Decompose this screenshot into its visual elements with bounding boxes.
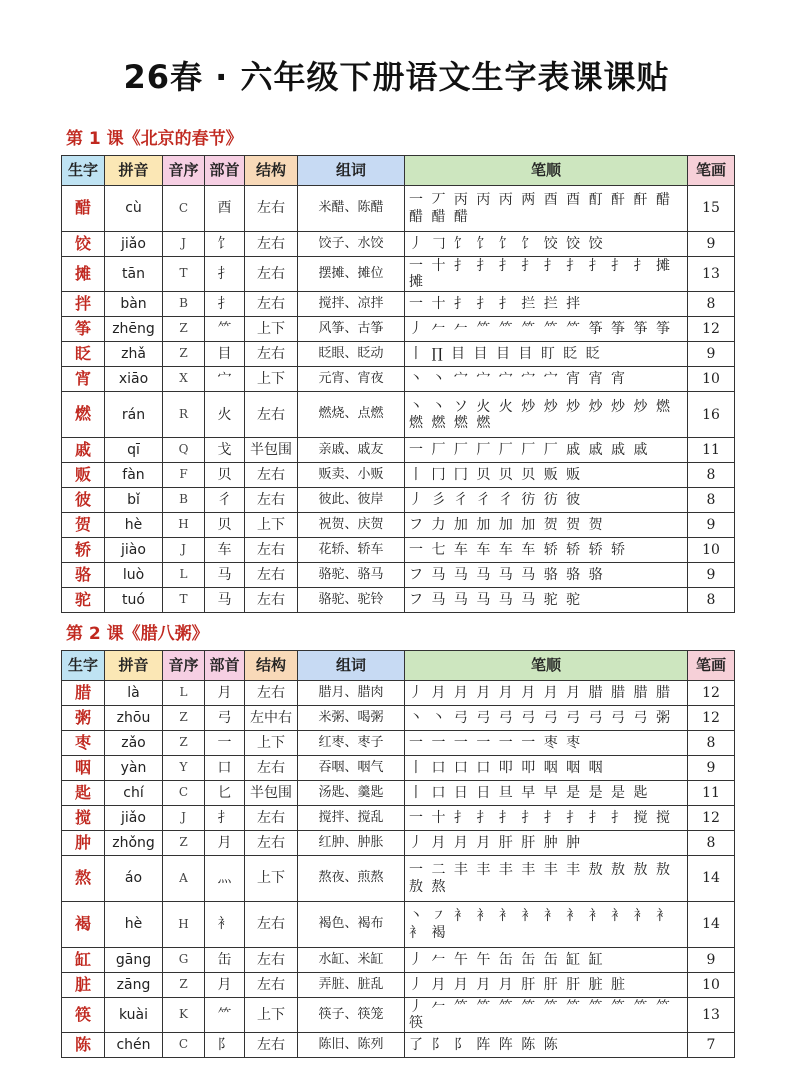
sequence-cell: K bbox=[163, 998, 205, 1033]
structure-cell: 左右 bbox=[245, 1033, 298, 1058]
strokes-cell: 丿 月 月 月 月 月 月 月 腊 腊 腊 腊 bbox=[405, 681, 688, 706]
sequence-cell: G bbox=[163, 948, 205, 973]
pinyin-cell: bàn bbox=[105, 292, 163, 317]
lesson-title: 第 1 课《北京的春节》 bbox=[66, 129, 243, 149]
pinyin-cell: luò bbox=[105, 563, 163, 588]
sequence-cell: T bbox=[163, 257, 205, 292]
structure-cell: 左右 bbox=[245, 973, 298, 998]
table-row bbox=[62, 681, 735, 706]
table-row bbox=[62, 538, 735, 563]
structure-cell: 左中右 bbox=[245, 706, 298, 731]
pinyin-cell: rán bbox=[105, 392, 163, 438]
stroke-count-cell: 8 bbox=[688, 463, 735, 488]
table-row bbox=[62, 232, 735, 257]
structure-cell: 上下 bbox=[245, 317, 298, 342]
radical-cell: 贝 bbox=[205, 513, 245, 538]
char-cell: 饺 bbox=[62, 232, 105, 257]
structure-cell: 左右 bbox=[245, 292, 298, 317]
sequence-cell: J bbox=[163, 232, 205, 257]
stroke-count-cell: 11 bbox=[688, 781, 735, 806]
table-row bbox=[62, 257, 735, 292]
strokes-cell: 丨 ∏ 目 目 目 目 盯 眨 眨 bbox=[405, 342, 688, 367]
char-cell: 缸 bbox=[62, 948, 105, 973]
table-row bbox=[62, 998, 735, 1033]
sequence-cell: C bbox=[163, 1033, 205, 1058]
strokes-cell: 丨 冂 冂 贝 贝 贝 贩 贩 bbox=[405, 463, 688, 488]
words-cell: 汤匙、羹匙 bbox=[298, 781, 405, 806]
structure-cell: 左右 bbox=[245, 831, 298, 856]
sequence-cell: Z bbox=[163, 973, 205, 998]
words-cell: 眨眼、眨动 bbox=[298, 342, 405, 367]
char-cell: 贺 bbox=[62, 513, 105, 538]
stroke-count-cell: 9 bbox=[688, 948, 735, 973]
table-row bbox=[62, 756, 735, 781]
table-body bbox=[62, 681, 735, 1058]
words-cell: 腊月、腊肉 bbox=[298, 681, 405, 706]
table-row bbox=[62, 806, 735, 831]
strokes-cell: 一 十 扌 扌 扌 扌 扌 扌 扌 扌 搅 搅 bbox=[405, 806, 688, 831]
pinyin-cell: tuó bbox=[105, 588, 163, 613]
char-cell: 筷 bbox=[62, 998, 105, 1033]
words-cell: 红肿、肿胀 bbox=[298, 831, 405, 856]
stroke-count-cell: 12 bbox=[688, 706, 735, 731]
words-cell: 水缸、米缸 bbox=[298, 948, 405, 973]
words-cell: 贩卖、小贩 bbox=[298, 463, 405, 488]
radical-cell: 扌 bbox=[205, 292, 245, 317]
strokes-cell: 了 阝 阝 阵 阵 陈 陈 bbox=[405, 1033, 688, 1058]
words-cell: 元宵、宵夜 bbox=[298, 367, 405, 392]
pinyin-cell: là bbox=[105, 681, 163, 706]
sequence-cell: J bbox=[163, 538, 205, 563]
lesson-section bbox=[0, 619, 793, 1058]
char-cell: 匙 bbox=[62, 781, 105, 806]
table-row bbox=[62, 781, 735, 806]
words-cell: 米粥、喝粥 bbox=[298, 706, 405, 731]
pinyin-cell: zhǎ bbox=[105, 342, 163, 367]
stroke-count-cell: 13 bbox=[688, 998, 735, 1033]
strokes-cell: 丿 月 月 月 肝 肝 肿 肿 bbox=[405, 831, 688, 856]
words-cell: 筷子、筷笼 bbox=[298, 998, 405, 1033]
structure-cell: 左右 bbox=[245, 538, 298, 563]
table-row bbox=[62, 292, 735, 317]
strokes-cell: 一 二 丰 丰 丰 丰 丰 丰 敖 敖 敖 敖 敖 熬 bbox=[405, 856, 688, 902]
table-row bbox=[62, 563, 735, 588]
strokes-cell: 一 一 一 一 一 一 枣 枣 bbox=[405, 731, 688, 756]
pinyin-cell: jiǎo bbox=[105, 806, 163, 831]
char-cell: 醋 bbox=[62, 186, 105, 232]
sequence-cell: C bbox=[163, 781, 205, 806]
table-row bbox=[62, 831, 735, 856]
char-cell: 戚 bbox=[62, 438, 105, 463]
sequence-cell: J bbox=[163, 806, 205, 831]
strokes-cell: 丿 月 月 月 月 肝 肝 肝 脏 脏 bbox=[405, 973, 688, 998]
strokes-cell: 一 厂 厂 厂 厂 厂 厂 戚 戚 戚 戚 bbox=[405, 438, 688, 463]
strokes-cell: 丶 丶 ソ 火 火 炒 炒 炒 炒 炒 炒 燃 燃 燃 燃 燃 bbox=[405, 392, 688, 438]
strokes-cell: 丿 𠂉 ⺮ ⺮ ⺮ ⺮ ⺮ ⺮ ⺮ ⺮ ⺮ ⺮ 筷 bbox=[405, 998, 688, 1033]
sequence-cell: L bbox=[163, 681, 205, 706]
table-row bbox=[62, 438, 735, 463]
stroke-count-cell: 8 bbox=[688, 831, 735, 856]
structure-cell: 上下 bbox=[245, 998, 298, 1033]
radical-cell: 酉 bbox=[205, 186, 245, 232]
stroke-count-cell: 9 bbox=[688, 563, 735, 588]
words-cell: 亲戚、戚友 bbox=[298, 438, 405, 463]
structure-cell: 左右 bbox=[245, 392, 298, 438]
structure-cell: 半包围 bbox=[245, 438, 298, 463]
structure-cell: 左右 bbox=[245, 902, 298, 948]
structure-cell: 左右 bbox=[245, 488, 298, 513]
radical-cell: 目 bbox=[205, 342, 245, 367]
sequence-cell: R bbox=[163, 392, 205, 438]
radical-cell: 月 bbox=[205, 831, 245, 856]
table-row bbox=[62, 948, 735, 973]
char-cell: 搅 bbox=[62, 806, 105, 831]
header-count: 笔画 bbox=[688, 651, 735, 681]
pinyin-cell: kuài bbox=[105, 998, 163, 1033]
words-cell: 搅拌、凉拌 bbox=[298, 292, 405, 317]
strokes-cell: 丿 彡 彳 彳 彳 彷 彷 彼 bbox=[405, 488, 688, 513]
stroke-count-cell: 13 bbox=[688, 257, 735, 292]
pinyin-cell: fàn bbox=[105, 463, 163, 488]
stroke-count-cell: 8 bbox=[688, 731, 735, 756]
stroke-count-cell: 10 bbox=[688, 367, 735, 392]
stroke-count-cell: 16 bbox=[688, 392, 735, 438]
sequence-cell: T bbox=[163, 588, 205, 613]
radical-cell: 扌 bbox=[205, 806, 245, 831]
table-row bbox=[62, 342, 735, 367]
pinyin-cell: áo bbox=[105, 856, 163, 902]
radical-cell: 阝 bbox=[205, 1033, 245, 1058]
pinyin-cell: chí bbox=[105, 781, 163, 806]
radical-cell: 车 bbox=[205, 538, 245, 563]
char-cell: 宵 bbox=[62, 367, 105, 392]
words-cell: 米醋、陈醋 bbox=[298, 186, 405, 232]
table-row bbox=[62, 463, 735, 488]
words-cell: 红枣、枣子 bbox=[298, 731, 405, 756]
sequence-cell: Z bbox=[163, 317, 205, 342]
strokes-cell: 丿 𠂉 𠂉 ⺮ ⺮ ⺮ ⺮ ⺮ 筝 筝 筝 筝 bbox=[405, 317, 688, 342]
words-cell: 饺子、水饺 bbox=[298, 232, 405, 257]
sequence-cell: Z bbox=[163, 831, 205, 856]
pinyin-cell: yàn bbox=[105, 756, 163, 781]
pinyin-cell: tān bbox=[105, 257, 163, 292]
strokes-cell: 丿 𠃌 饣 饣 饣 饣 饺 饺 饺 bbox=[405, 232, 688, 257]
pinyin-cell: hè bbox=[105, 513, 163, 538]
strokes-cell: フ 马 马 马 马 马 驼 驼 bbox=[405, 588, 688, 613]
words-cell: 吞咽、咽气 bbox=[298, 756, 405, 781]
radical-cell: 月 bbox=[205, 681, 245, 706]
char-cell: 骆 bbox=[62, 563, 105, 588]
sequence-cell: C bbox=[163, 186, 205, 232]
header-structure: 结构 bbox=[245, 651, 298, 681]
table-row bbox=[62, 1033, 735, 1058]
char-cell: 彼 bbox=[62, 488, 105, 513]
radical-cell: 戈 bbox=[205, 438, 245, 463]
char-cell: 粥 bbox=[62, 706, 105, 731]
stroke-count-cell: 11 bbox=[688, 438, 735, 463]
stroke-count-cell: 15 bbox=[688, 186, 735, 232]
pinyin-cell: zhǒng bbox=[105, 831, 163, 856]
header-pinyin: 拼音 bbox=[105, 651, 163, 681]
stroke-count-cell: 9 bbox=[688, 342, 735, 367]
header-radical: 部首 bbox=[205, 651, 245, 681]
stroke-count-cell: 9 bbox=[688, 756, 735, 781]
char-cell: 筝 bbox=[62, 317, 105, 342]
sequence-cell: Z bbox=[163, 706, 205, 731]
header-strokes: 笔顺 bbox=[405, 651, 688, 681]
stroke-count-cell: 10 bbox=[688, 973, 735, 998]
words-cell: 搅拌、搅乱 bbox=[298, 806, 405, 831]
words-cell: 骆驼、骆马 bbox=[298, 563, 405, 588]
lesson-title: 第 2 课《腊八粥》 bbox=[66, 624, 209, 644]
header-strokes: 笔顺 bbox=[405, 156, 688, 186]
char-cell: 腊 bbox=[62, 681, 105, 706]
words-cell: 祝贺、庆贺 bbox=[298, 513, 405, 538]
pinyin-cell: cù bbox=[105, 186, 163, 232]
stroke-count-cell: 9 bbox=[688, 513, 735, 538]
strokes-cell: 一 十 扌 扌 扌 拦 拦 拌 bbox=[405, 292, 688, 317]
pinyin-cell: bǐ bbox=[105, 488, 163, 513]
char-cell: 咽 bbox=[62, 756, 105, 781]
sequence-cell: Z bbox=[163, 731, 205, 756]
structure-cell: 上下 bbox=[245, 731, 298, 756]
page-title: 26春 · 六年级下册语文生字表课课贴 bbox=[123, 58, 670, 96]
structure-cell: 左右 bbox=[245, 588, 298, 613]
stroke-count-cell: 10 bbox=[688, 538, 735, 563]
words-cell: 弄脏、脏乱 bbox=[298, 973, 405, 998]
structure-cell: 左右 bbox=[245, 681, 298, 706]
table-row bbox=[62, 731, 735, 756]
radical-cell: 口 bbox=[205, 756, 245, 781]
char-cell: 陈 bbox=[62, 1033, 105, 1058]
stroke-count-cell: 8 bbox=[688, 292, 735, 317]
sequence-cell: F bbox=[163, 463, 205, 488]
structure-cell: 左右 bbox=[245, 342, 298, 367]
strokes-cell: 丨 口 口 口 叩 叩 咽 咽 咽 bbox=[405, 756, 688, 781]
table-row bbox=[62, 588, 735, 613]
char-cell: 脏 bbox=[62, 973, 105, 998]
header-char: 生字 bbox=[62, 156, 105, 186]
character-table bbox=[61, 155, 735, 613]
header-seq: 音序 bbox=[163, 156, 205, 186]
structure-cell: 左右 bbox=[245, 232, 298, 257]
char-cell: 贩 bbox=[62, 463, 105, 488]
radical-cell: 月 bbox=[205, 973, 245, 998]
header-seq: 音序 bbox=[163, 651, 205, 681]
strokes-cell: フ 力 加 加 加 加 贺 贺 贺 bbox=[405, 513, 688, 538]
header-radical: 部首 bbox=[205, 156, 245, 186]
radical-cell: 缶 bbox=[205, 948, 245, 973]
table-row bbox=[62, 706, 735, 731]
radical-cell: 宀 bbox=[205, 367, 245, 392]
stroke-count-cell: 14 bbox=[688, 902, 735, 948]
radical-cell: 弓 bbox=[205, 706, 245, 731]
radical-cell: 衤 bbox=[205, 902, 245, 948]
structure-cell: 左右 bbox=[245, 257, 298, 292]
char-cell: 驼 bbox=[62, 588, 105, 613]
pinyin-cell: hè bbox=[105, 902, 163, 948]
strokes-cell: 一 七 车 车 车 车 轿 轿 轿 轿 bbox=[405, 538, 688, 563]
pinyin-cell: jiào bbox=[105, 538, 163, 563]
pinyin-cell: zhōu bbox=[105, 706, 163, 731]
words-cell: 彼此、彼岸 bbox=[298, 488, 405, 513]
char-cell: 轿 bbox=[62, 538, 105, 563]
table-row bbox=[62, 513, 735, 538]
sequence-cell: Z bbox=[163, 342, 205, 367]
words-cell: 花轿、轿车 bbox=[298, 538, 405, 563]
header-structure: 结构 bbox=[245, 156, 298, 186]
words-cell: 骆驼、驼铃 bbox=[298, 588, 405, 613]
strokes-cell: 一 丆 丙 丙 丙 两 酉 酉 酊 酐 酐 醋 醋 醋 醋 bbox=[405, 186, 688, 232]
radical-cell: 火 bbox=[205, 392, 245, 438]
sequence-cell: B bbox=[163, 488, 205, 513]
table-row bbox=[62, 367, 735, 392]
structure-cell: 上下 bbox=[245, 513, 298, 538]
radical-cell: 灬 bbox=[205, 856, 245, 902]
structure-cell: 左右 bbox=[245, 186, 298, 232]
char-cell: 拌 bbox=[62, 292, 105, 317]
radical-cell: 彳 bbox=[205, 488, 245, 513]
table-row bbox=[62, 902, 735, 948]
words-cell: 摆摊、摊位 bbox=[298, 257, 405, 292]
words-cell: 燃烧、点燃 bbox=[298, 392, 405, 438]
table-row bbox=[62, 317, 735, 342]
radical-cell: 一 bbox=[205, 731, 245, 756]
structure-cell: 左右 bbox=[245, 563, 298, 588]
character-table bbox=[61, 650, 735, 1058]
radical-cell: 扌 bbox=[205, 257, 245, 292]
table-row bbox=[62, 488, 735, 513]
char-cell: 熬 bbox=[62, 856, 105, 902]
stroke-count-cell: 8 bbox=[688, 488, 735, 513]
table-body bbox=[62, 186, 735, 613]
header-pinyin: 拼音 bbox=[105, 156, 163, 186]
stroke-count-cell: 7 bbox=[688, 1033, 735, 1058]
structure-cell: 左右 bbox=[245, 756, 298, 781]
stroke-count-cell: 12 bbox=[688, 317, 735, 342]
char-cell: 肿 bbox=[62, 831, 105, 856]
header-char: 生字 bbox=[62, 651, 105, 681]
char-cell: 褐 bbox=[62, 902, 105, 948]
header-row bbox=[62, 156, 735, 186]
words-cell: 风筝、古筝 bbox=[298, 317, 405, 342]
strokes-cell: 丶 丶 宀 宀 宀 宀 宀 宵 宵 宵 bbox=[405, 367, 688, 392]
radical-cell: ⺮ bbox=[205, 998, 245, 1033]
stroke-count-cell: 12 bbox=[688, 681, 735, 706]
words-cell: 陈旧、陈列 bbox=[298, 1033, 405, 1058]
table-row bbox=[62, 392, 735, 438]
stroke-count-cell: 14 bbox=[688, 856, 735, 902]
sequence-cell: H bbox=[163, 902, 205, 948]
strokes-cell: 丶 ㇇ 衤 衤 衤 衤 衤 衤 衤 衤 衤 衤 衤 褐 bbox=[405, 902, 688, 948]
structure-cell: 左右 bbox=[245, 463, 298, 488]
strokes-cell: 丨 口 日 日 旦 早 早 是 是 是 匙 bbox=[405, 781, 688, 806]
radical-cell: 贝 bbox=[205, 463, 245, 488]
header-count: 笔画 bbox=[688, 156, 735, 186]
pinyin-cell: jiǎo bbox=[105, 232, 163, 257]
structure-cell: 半包围 bbox=[245, 781, 298, 806]
pinyin-cell: zǎo bbox=[105, 731, 163, 756]
structure-cell: 左右 bbox=[245, 806, 298, 831]
header-words: 组词 bbox=[298, 156, 405, 186]
sequence-cell: X bbox=[163, 367, 205, 392]
pinyin-cell: gāng bbox=[105, 948, 163, 973]
strokes-cell: 一 十 扌 扌 扌 扌 扌 扌 扌 扌 扌 摊 摊 bbox=[405, 257, 688, 292]
header-row bbox=[62, 651, 735, 681]
char-cell: 枣 bbox=[62, 731, 105, 756]
pinyin-cell: zhēng bbox=[105, 317, 163, 342]
structure-cell: 上下 bbox=[245, 367, 298, 392]
pinyin-cell: chén bbox=[105, 1033, 163, 1058]
char-cell: 眨 bbox=[62, 342, 105, 367]
char-cell: 摊 bbox=[62, 257, 105, 292]
pinyin-cell: qī bbox=[105, 438, 163, 463]
radical-cell: 马 bbox=[205, 588, 245, 613]
structure-cell: 左右 bbox=[245, 948, 298, 973]
table-row bbox=[62, 973, 735, 998]
radical-cell: ⺮ bbox=[205, 317, 245, 342]
table-row bbox=[62, 856, 735, 902]
structure-cell: 上下 bbox=[245, 856, 298, 902]
radical-cell: 马 bbox=[205, 563, 245, 588]
sequence-cell: B bbox=[163, 292, 205, 317]
words-cell: 褐色、褐布 bbox=[298, 902, 405, 948]
sequence-cell: A bbox=[163, 856, 205, 902]
radical-cell: 饣 bbox=[205, 232, 245, 257]
sequence-cell: Y bbox=[163, 756, 205, 781]
strokes-cell: フ 马 马 马 马 马 骆 骆 骆 bbox=[405, 563, 688, 588]
words-cell: 熬夜、煎熬 bbox=[298, 856, 405, 902]
pinyin-cell: zāng bbox=[105, 973, 163, 998]
char-cell: 燃 bbox=[62, 392, 105, 438]
radical-cell: 匕 bbox=[205, 781, 245, 806]
sequence-cell: H bbox=[163, 513, 205, 538]
stroke-count-cell: 9 bbox=[688, 232, 735, 257]
header-words: 组词 bbox=[298, 651, 405, 681]
pinyin-cell: xiāo bbox=[105, 367, 163, 392]
lesson-section bbox=[0, 124, 793, 613]
sequence-cell: L bbox=[163, 563, 205, 588]
strokes-cell: 丶 丶 弓 弓 弓 弓 弓 弓 弓 弓 弓 粥 bbox=[405, 706, 688, 731]
strokes-cell: 丿 𠂉 午 午 缶 缶 缶 缸 缸 bbox=[405, 948, 688, 973]
table-row bbox=[62, 186, 735, 232]
sequence-cell: Q bbox=[163, 438, 205, 463]
stroke-count-cell: 12 bbox=[688, 806, 735, 831]
stroke-count-cell: 8 bbox=[688, 588, 735, 613]
